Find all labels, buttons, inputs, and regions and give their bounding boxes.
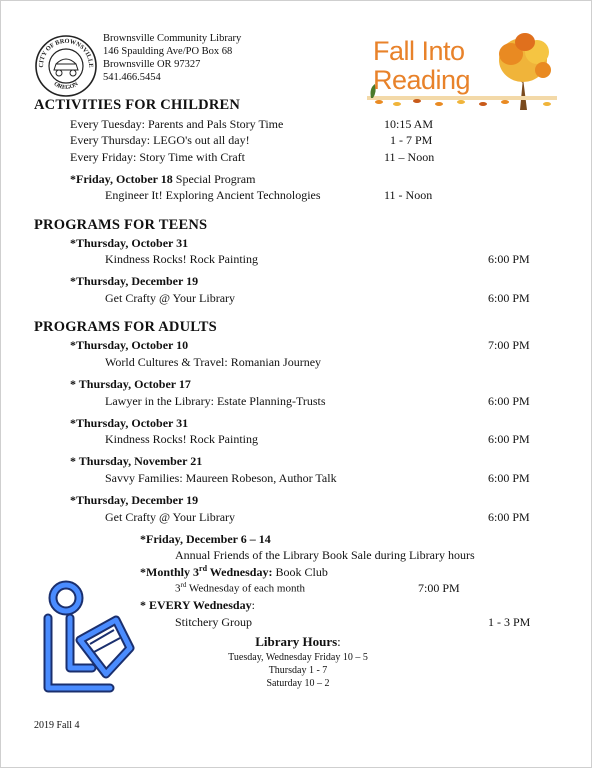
seal-text-bottom: OREGON	[52, 81, 80, 92]
library-hours-title: Library Hours	[255, 634, 338, 649]
book-club-name: Book Club	[272, 565, 328, 579]
city-seal-icon	[34, 34, 98, 98]
library-hours	[198, 634, 398, 689]
adult-event-3-title: Kindness Rocks! Rock Painting	[105, 432, 258, 446]
every-wednesday-heading	[140, 598, 255, 613]
footer-edition: 2019 Fall 4	[34, 720, 80, 731]
section-heading-adults: PROGRAMS FOR ADULTS	[34, 319, 217, 335]
adult-event-2-title: Lawyer in the Library: Estate Planning-Trusts	[105, 394, 326, 408]
hours-line-2: Thursday 1 - 7	[268, 665, 328, 676]
banner-line-2: Reading	[373, 65, 471, 95]
adult-event-4-title: Savvy Families: Maureen Robeson, Author Talk	[105, 471, 337, 485]
adult-event-4-date: * Thursday, November 21	[70, 454, 203, 468]
teen-event-2-date: *Thursday, December 19	[70, 274, 199, 288]
children-item-3-time: 11 – Noon	[384, 150, 435, 164]
teen-event-2-time: 6:00 PM	[488, 291, 530, 305]
teen-event-2-title: Get Crafty @ Your Library	[105, 291, 236, 305]
children-item-2-text: Every Thursday: LEGO's out all day!	[70, 133, 250, 147]
address-line-city: Brownsville OR 97327	[103, 59, 201, 70]
adult-event-4-time: 6:00 PM	[488, 471, 530, 485]
book-club-label-sup: rd	[199, 564, 208, 573]
address-line-phone: 541.466.5454	[103, 72, 161, 83]
adult-event-5-date: *Thursday, December 19	[70, 493, 199, 507]
book-club-detail-pre: 3	[175, 582, 181, 595]
adult-event-3-date: *Thursday, October 31	[70, 416, 189, 430]
children-item-1-time: 10:15 AM	[384, 117, 434, 131]
fall-into-reading-banner	[365, 30, 560, 112]
stitchery-time: 1 - 3 PM	[488, 615, 531, 629]
section-heading-teens: PROGRAMS FOR TEENS	[34, 217, 208, 233]
book-club-label-rest: Wednesday:	[207, 565, 273, 579]
children-item-3-text: Every Friday: Story Time with Craft	[70, 150, 245, 164]
book-sale-text: Annual Friends of the Library Book Sale during Library hours	[175, 548, 475, 562]
book-club-heading	[140, 564, 328, 580]
section-heading-children: ACTIVITIES FOR CHILDREN	[34, 97, 241, 113]
children-item-2-time: 1 - 7 PM	[390, 133, 433, 147]
teen-event-1-time: 6:00 PM	[488, 252, 530, 266]
children-item-1-text: Every Tuesday: Parents and Pals Story Time	[70, 117, 284, 131]
adult-event-2-time: 6:00 PM	[488, 394, 530, 408]
hours-line-1: Tuesday, Wednesday Friday 10 – 5	[228, 652, 368, 663]
adult-event-5-time: 6:00 PM	[488, 510, 530, 524]
book-club-label-start: *Monthly 3	[140, 565, 200, 579]
adult-event-5-title: Get Crafty @ Your Library	[105, 510, 236, 524]
book-club-detail-sup: rd	[180, 581, 187, 589]
seal-text-top: CITY OF BROWNSVILLE	[37, 37, 95, 68]
book-club-detail	[175, 581, 305, 595]
teen-event-1-title: Kindness Rocks! Rock Painting	[105, 252, 258, 266]
children-special-heading	[70, 172, 255, 187]
children-special-title: Engineer It! Exploring Ancient Technologies	[105, 188, 321, 202]
book-club-detail-rest: Wednesday of each month	[186, 582, 305, 595]
every-wednesday-label: * EVERY Wednesday	[140, 598, 252, 612]
adult-event-1-title: World Cultures & Travel: Romanian Journey	[105, 355, 322, 369]
children-special-date: *Friday, October 18	[70, 172, 173, 186]
adult-event-1-time: 7:00 PM	[488, 338, 530, 352]
stitchery-text: Stitchery Group	[175, 615, 252, 629]
teen-event-1-date: *Thursday, October 31	[70, 236, 189, 250]
book-sale-date: *Friday, December 6 – 14	[140, 532, 271, 546]
adult-event-2-date: * Thursday, October 17	[70, 377, 191, 391]
library-hours-colon: :	[337, 634, 341, 649]
adult-event-1-date: *Thursday, October 10	[70, 338, 189, 352]
address-line-street: 146 Spaulding Ave/PO Box 68	[103, 46, 233, 57]
book-club-time: 7:00 PM	[418, 581, 460, 595]
every-wednesday-colon: :	[251, 598, 255, 612]
book-club-label	[140, 565, 272, 579]
children-special-time: 11 - Noon	[384, 188, 433, 202]
banner-line-1: Fall Into	[373, 36, 465, 66]
library-reader-logo-icon	[40, 578, 144, 706]
adult-event-3-time: 6:00 PM	[488, 432, 530, 446]
children-special-label: Special Program	[172, 172, 256, 186]
library-address	[103, 32, 241, 84]
hours-line-3: Saturday 10 – 2	[266, 678, 330, 689]
address-line-name: Brownsville Community Library	[103, 33, 242, 44]
